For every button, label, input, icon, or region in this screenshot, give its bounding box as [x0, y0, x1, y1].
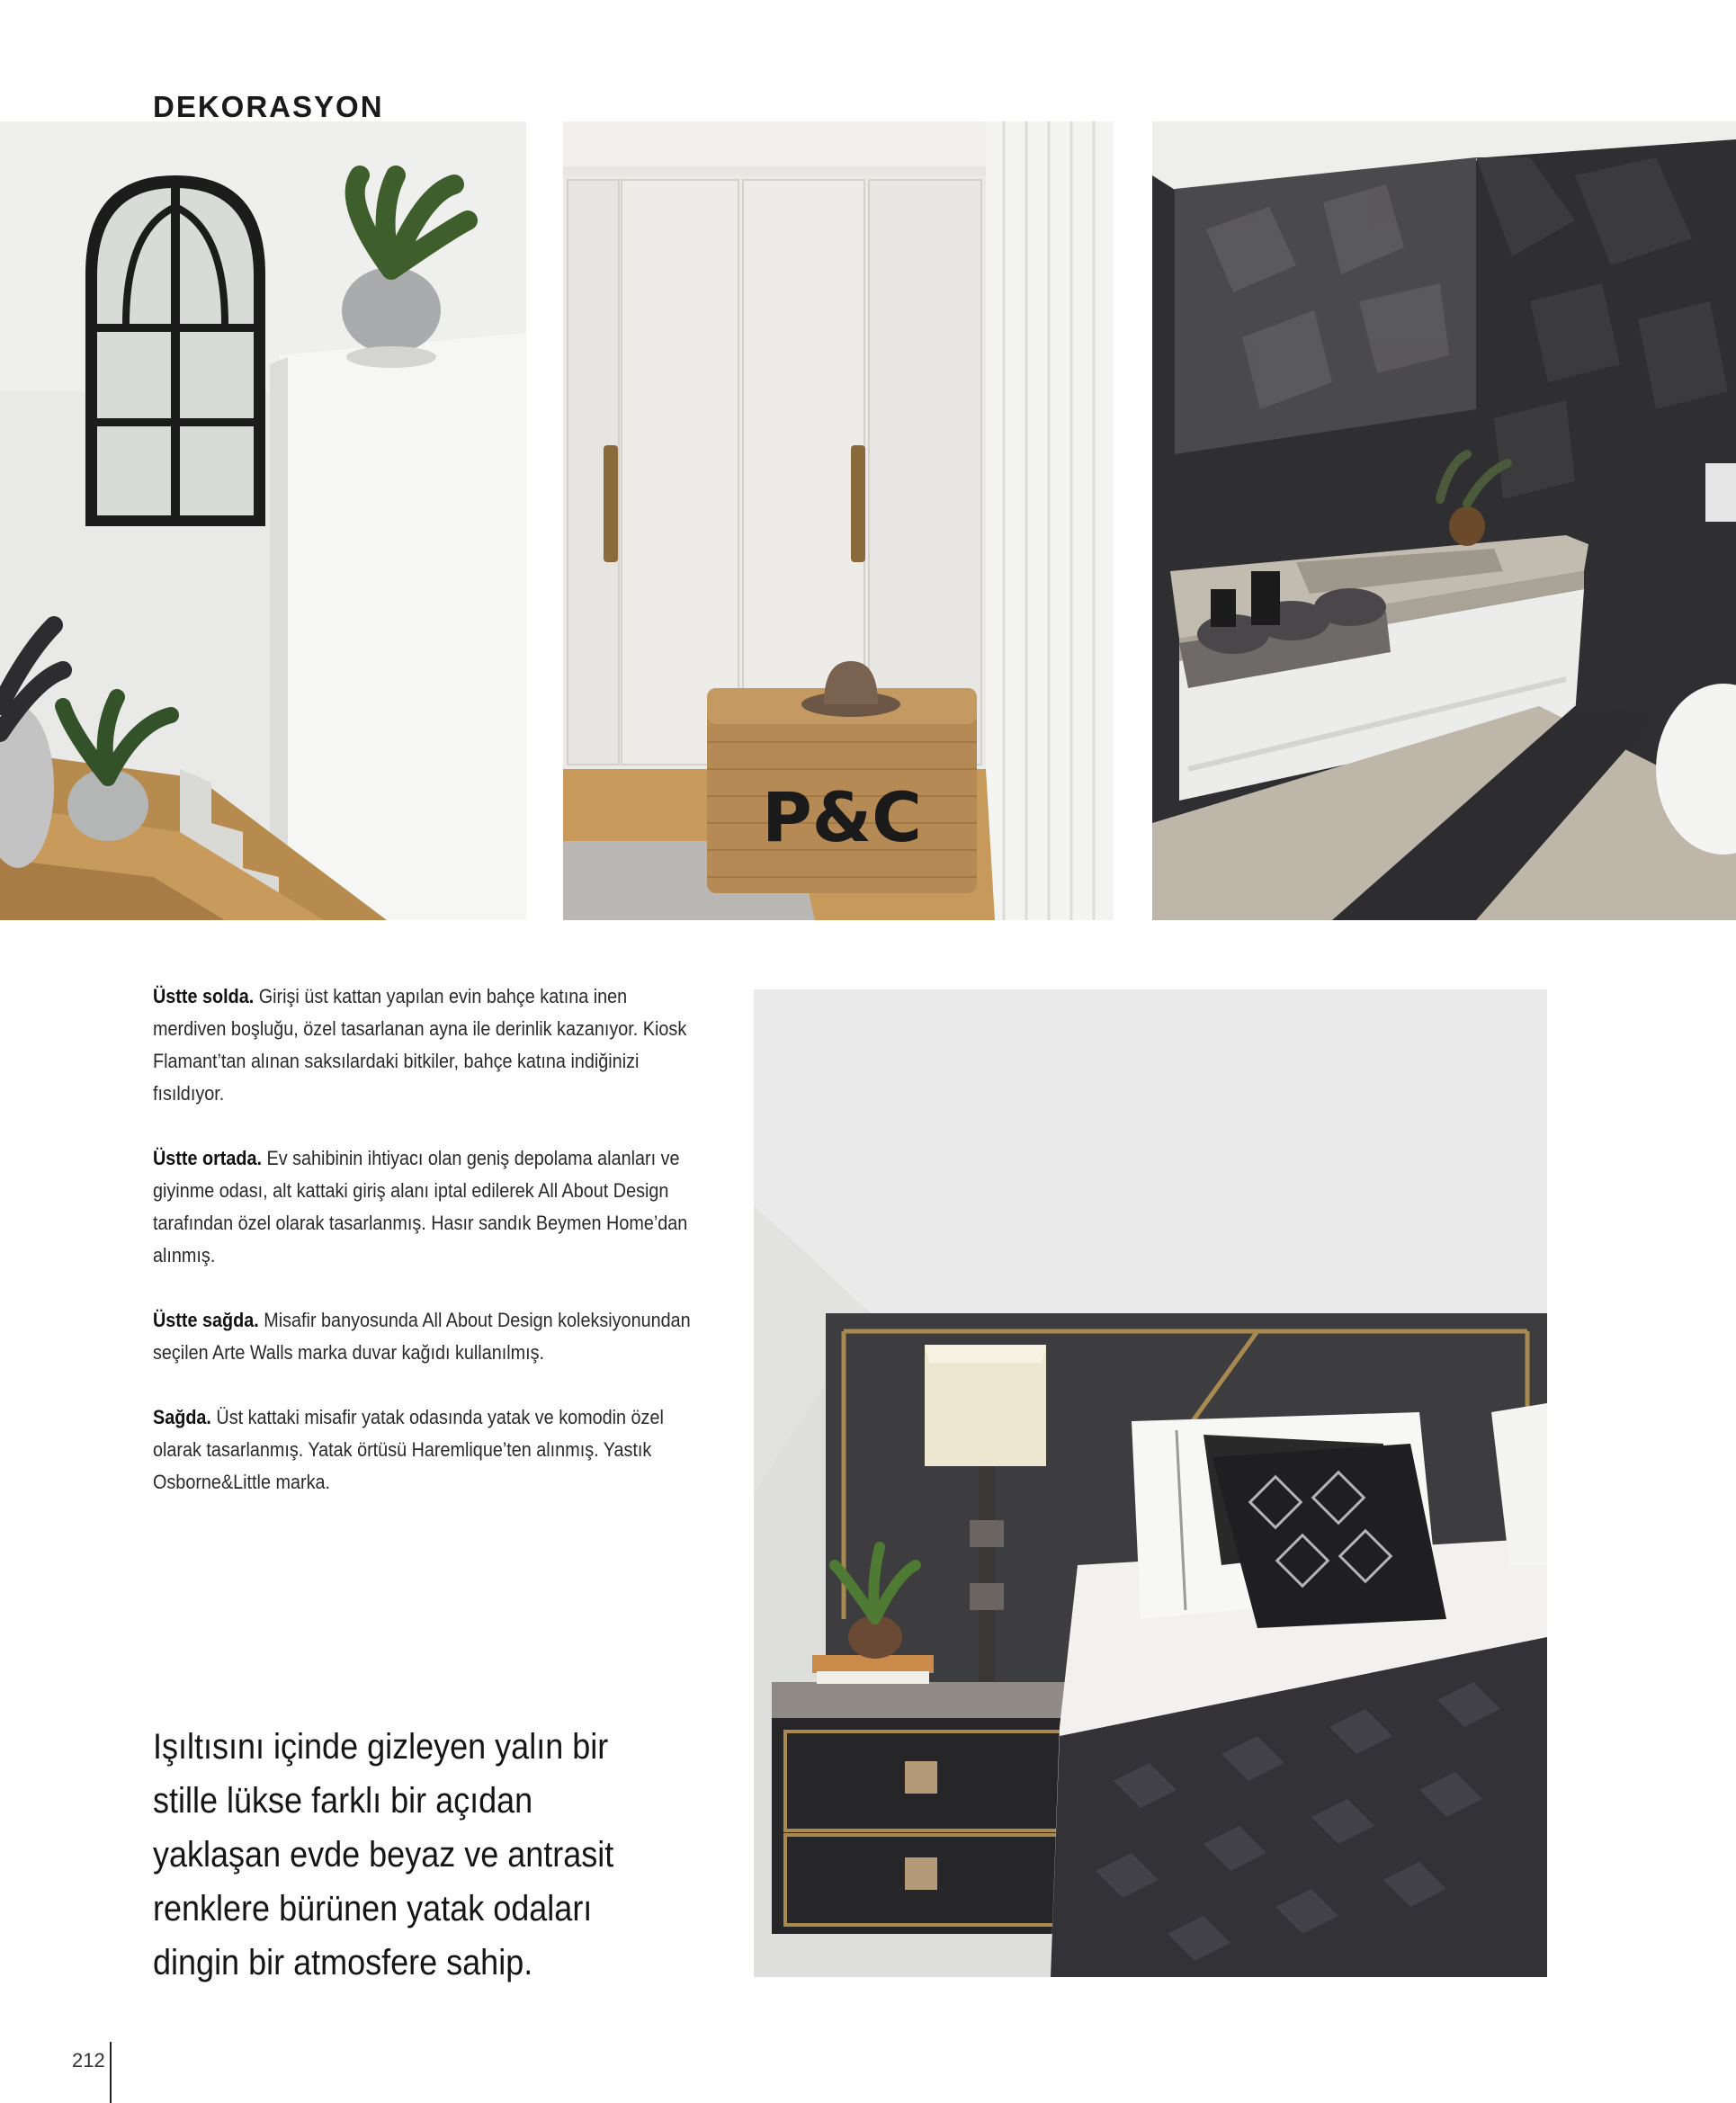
photo-captions — [153, 980, 699, 1531]
pull-quote: Işıltısını içinde gizleyen yalın bir stille lükse farklı bir açıdan yaklaşan evde beyaz ve antrasit renklere bürünen yatak odaları dingin bir atmosfere sahip. — [153, 1727, 614, 1982]
basket-lettering: P&C — [762, 777, 922, 857]
caption-lead: Üstte sağda. — [153, 1309, 259, 1331]
caption-text: Girişi üst kattan yapılan evin bahçe katına inen merdiven boşluğu, özel tasarlanan ayna ile derinlik kazanıyor. Kiosk Flamant’tan alınan saksılardaki bitkiler, bahçe katına indiğinizi fısıldıyor. — [153, 985, 687, 1105]
caption-right — [153, 1401, 699, 1499]
wardrobe-photo — [563, 121, 1114, 920]
caption-text: Üst kattaki misafir yatak odasında yatak ve komodin özel olarak tasarlanmış. Yatak örtüsü Haremlique’ten alınmış. Yastık Osborne&Little marka. — [153, 1406, 664, 1493]
caption-top-right — [153, 1304, 699, 1369]
caption-top-left — [153, 980, 699, 1110]
caption-top-center — [153, 1142, 699, 1272]
section-label: DEKORASYON — [153, 90, 384, 123]
caption-lead: Üstte solda. — [153, 985, 255, 1007]
staircase-photo — [0, 121, 526, 920]
caption-text: Ev sahibinin ihtiyacı olan geniş depolama alanları ve giyinme odası, alt kattaki giriş alanı iptal edilerek All About Design tarafından özel olarak tasarlanmış. Hasır sandık Beymen Home’dan alınmış. — [153, 1147, 688, 1266]
bathroom-photo — [1152, 121, 1736, 920]
caption-lead: Üstte ortada. — [153, 1147, 263, 1169]
page-number: 212 — [72, 2049, 105, 2072]
bedroom-photo — [754, 989, 1547, 1977]
caption-text: Misafir banyosunda All About Design koleksiyonundan seçilen Arte Walls marka duvar kağıdı kullanılmış. — [153, 1309, 691, 1364]
page-number-rule — [110, 2042, 112, 2103]
caption-lead: Sağda. — [153, 1406, 211, 1428]
